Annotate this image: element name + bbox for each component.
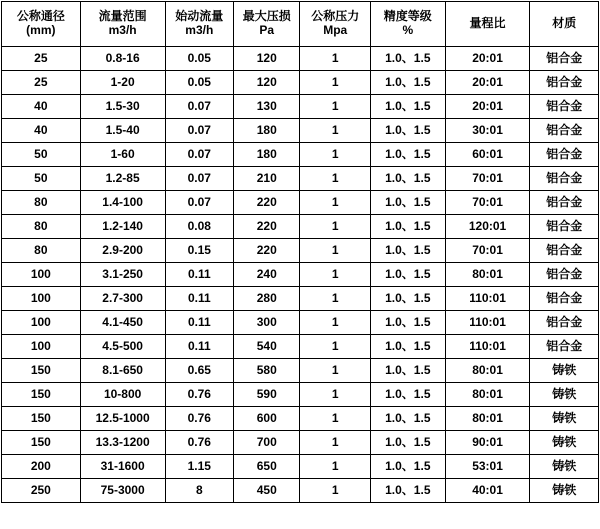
specification-table [1,1,599,503]
table-row [2,95,599,119]
cell-ratio: 120:01 [445,215,530,239]
table-row [2,239,599,263]
cell-start: 0.11 [165,335,233,359]
cell-range: 1.5-30 [80,95,165,119]
cell-pressure: 1 [300,431,371,455]
cell-material: 铝合金 [530,335,599,359]
cell-dn: 50 [2,143,81,167]
cell-start: 0.05 [165,47,233,71]
cell-material: 铝合金 [530,311,599,335]
cell-dn: 150 [2,359,81,383]
cell-range: 2.7-300 [80,287,165,311]
cell-loss: 210 [234,167,300,191]
cell-range: 31-1600 [80,455,165,479]
cell-material: 铸铁 [530,455,599,479]
cell-range: 1.2-85 [80,167,165,191]
cell-pressure: 1 [300,191,371,215]
cell-pressure: 1 [300,239,371,263]
cell-accuracy: 1.0、1.5 [371,311,446,335]
cell-dn: 100 [2,335,81,359]
cell-start: 0.07 [165,119,233,143]
cell-start: 0.11 [165,263,233,287]
cell-accuracy: 1.0、1.5 [371,71,446,95]
cell-loss: 650 [234,455,300,479]
column-header-accuracy-line1: 精度等级 [383,9,432,24]
table-row [2,119,599,143]
cell-dn: 200 [2,455,81,479]
cell-pressure: 1 [300,71,371,95]
cell-loss: 540 [234,335,300,359]
column-header-range-line1: 流量范围 [98,9,147,24]
cell-start: 1.15 [165,455,233,479]
cell-material: 铝合金 [530,239,599,263]
column-header-start-line2: m3/h [185,23,214,37]
cell-start: 0.11 [165,287,233,311]
cell-ratio: 80:01 [445,407,530,431]
cell-ratio: 40:01 [445,479,530,503]
column-header-start-line1: 始动流量 [175,9,224,24]
table-row [2,335,599,359]
cell-material: 铝合金 [530,143,599,167]
cell-pressure: 1 [300,407,371,431]
cell-dn: 100 [2,287,81,311]
cell-range: 1-60 [80,143,165,167]
cell-ratio: 110:01 [445,335,530,359]
column-header-material [530,2,599,47]
cell-range: 4.5-500 [80,335,165,359]
table-row [2,311,599,335]
cell-material: 铝合金 [530,287,599,311]
table-row [2,143,599,167]
cell-material: 铸铁 [530,431,599,455]
cell-start: 8 [165,479,233,503]
column-header-dn-line1: 公称通径 [16,9,65,24]
header-row [2,2,599,47]
cell-accuracy: 1.0、1.5 [371,119,446,143]
cell-range: 2.9-200 [80,239,165,263]
cell-pressure: 1 [300,287,371,311]
table-row [2,287,599,311]
column-header-range-line2: m3/h [108,23,137,37]
table-row [2,47,599,71]
cell-ratio: 30:01 [445,119,530,143]
cell-range: 13.3-1200 [80,431,165,455]
column-header-start [165,2,233,47]
cell-accuracy: 1.0、1.5 [371,335,446,359]
cell-accuracy: 1.0、1.5 [371,383,446,407]
column-header-ratio-line1: 量程比 [469,16,506,31]
column-header-material-line1: 材质 [552,16,577,31]
cell-loss: 180 [234,143,300,167]
cell-pressure: 1 [300,263,371,287]
cell-start: 0.76 [165,431,233,455]
cell-dn: 150 [2,431,81,455]
column-header-loss-line2: Pa [259,23,275,37]
cell-material: 铝合金 [530,263,599,287]
cell-start: 0.08 [165,215,233,239]
cell-ratio: 80:01 [445,359,530,383]
column-header-loss [234,2,300,47]
cell-material: 铸铁 [530,407,599,431]
column-header-pressure-line2: Mpa [323,23,348,37]
cell-accuracy: 1.0、1.5 [371,167,446,191]
cell-material: 铸铁 [530,359,599,383]
cell-range: 75-3000 [80,479,165,503]
cell-loss: 580 [234,359,300,383]
table-row [2,383,599,407]
cell-accuracy: 1.0、1.5 [371,143,446,167]
cell-dn: 80 [2,239,81,263]
cell-dn: 40 [2,119,81,143]
cell-range: 0.8-16 [80,47,165,71]
cell-start: 0.07 [165,95,233,119]
cell-dn: 250 [2,479,81,503]
cell-material: 铸铁 [530,479,599,503]
cell-accuracy: 1.0、1.5 [371,359,446,383]
cell-accuracy: 1.0、1.5 [371,455,446,479]
cell-loss: 120 [234,71,300,95]
column-header-accuracy [371,2,446,47]
column-header-pressure-line1: 公称压力 [311,9,360,24]
column-header-accuracy-line2: % [402,23,414,37]
cell-pressure: 1 [300,215,371,239]
cell-dn: 150 [2,407,81,431]
cell-material: 铝合金 [530,167,599,191]
table-row [2,455,599,479]
cell-start: 0.07 [165,143,233,167]
cell-start: 0.05 [165,71,233,95]
cell-material: 铝合金 [530,95,599,119]
cell-material: 铸铁 [530,383,599,407]
cell-ratio: 70:01 [445,239,530,263]
column-header-range [80,2,165,47]
cell-dn: 80 [2,215,81,239]
cell-ratio: 53:01 [445,455,530,479]
cell-ratio: 110:01 [445,311,530,335]
cell-material: 铝合金 [530,47,599,71]
column-header-pressure [300,2,371,47]
cell-accuracy: 1.0、1.5 [371,95,446,119]
cell-dn: 100 [2,263,81,287]
cell-range: 1.4-100 [80,191,165,215]
cell-dn: 40 [2,95,81,119]
cell-ratio: 70:01 [445,167,530,191]
cell-loss: 180 [234,119,300,143]
column-header-ratio [445,2,530,47]
cell-dn: 80 [2,191,81,215]
cell-loss: 300 [234,311,300,335]
table-row [2,71,599,95]
table-row [2,167,599,191]
column-header-dn [2,2,81,47]
cell-accuracy: 1.0、1.5 [371,191,446,215]
cell-start: 0.65 [165,359,233,383]
cell-pressure: 1 [300,167,371,191]
cell-dn: 100 [2,311,81,335]
cell-loss: 240 [234,263,300,287]
column-header-loss-line1: 最大压损 [242,9,291,24]
cell-dn: 150 [2,383,81,407]
cell-ratio: 60:01 [445,143,530,167]
cell-material: 铝合金 [530,191,599,215]
table-row [2,215,599,239]
cell-loss: 590 [234,383,300,407]
cell-accuracy: 1.0、1.5 [371,407,446,431]
cell-range: 8.1-650 [80,359,165,383]
cell-loss: 600 [234,407,300,431]
cell-dn: 50 [2,167,81,191]
table-row [2,359,599,383]
cell-material: 铝合金 [530,119,599,143]
cell-ratio: 20:01 [445,47,530,71]
cell-pressure: 1 [300,479,371,503]
cell-loss: 130 [234,95,300,119]
cell-accuracy: 1.0、1.5 [371,239,446,263]
cell-loss: 120 [234,47,300,71]
cell-accuracy: 1.0、1.5 [371,47,446,71]
cell-material: 铝合金 [530,215,599,239]
cell-dn: 25 [2,71,81,95]
cell-loss: 700 [234,431,300,455]
cell-ratio: 80:01 [445,383,530,407]
cell-ratio: 80:01 [445,263,530,287]
cell-loss: 220 [234,191,300,215]
cell-pressure: 1 [300,95,371,119]
table-row [2,263,599,287]
cell-pressure: 1 [300,311,371,335]
cell-loss: 280 [234,287,300,311]
cell-start: 0.07 [165,191,233,215]
table-row [2,407,599,431]
cell-accuracy: 1.0、1.5 [371,215,446,239]
cell-dn: 25 [2,47,81,71]
cell-ratio: 20:01 [445,95,530,119]
cell-loss: 220 [234,215,300,239]
cell-ratio: 110:01 [445,287,530,311]
cell-pressure: 1 [300,455,371,479]
cell-range: 3.1-250 [80,263,165,287]
cell-material: 铝合金 [530,71,599,95]
table-row [2,191,599,215]
cell-accuracy: 1.0、1.5 [371,479,446,503]
cell-pressure: 1 [300,335,371,359]
cell-pressure: 1 [300,359,371,383]
cell-range: 4.1-450 [80,311,165,335]
cell-ratio: 90:01 [445,431,530,455]
cell-accuracy: 1.0、1.5 [371,263,446,287]
cell-range: 1-20 [80,71,165,95]
cell-range: 1.2-140 [80,215,165,239]
table-body [2,47,599,503]
cell-loss: 450 [234,479,300,503]
cell-pressure: 1 [300,47,371,71]
cell-loss: 220 [234,239,300,263]
cell-accuracy: 1.0、1.5 [371,431,446,455]
cell-ratio: 20:01 [445,71,530,95]
cell-start: 0.76 [165,407,233,431]
cell-range: 12.5-1000 [80,407,165,431]
cell-start: 0.76 [165,383,233,407]
table-header [2,2,599,47]
cell-pressure: 1 [300,143,371,167]
cell-pressure: 1 [300,119,371,143]
cell-start: 0.07 [165,167,233,191]
cell-start: 0.15 [165,239,233,263]
table-row [2,479,599,503]
column-header-dn-line2: (mm) [26,23,56,37]
cell-range: 10-800 [80,383,165,407]
table-row [2,431,599,455]
cell-accuracy: 1.0、1.5 [371,287,446,311]
cell-range: 1.5-40 [80,119,165,143]
cell-start: 0.11 [165,311,233,335]
cell-ratio: 70:01 [445,191,530,215]
cell-pressure: 1 [300,383,371,407]
